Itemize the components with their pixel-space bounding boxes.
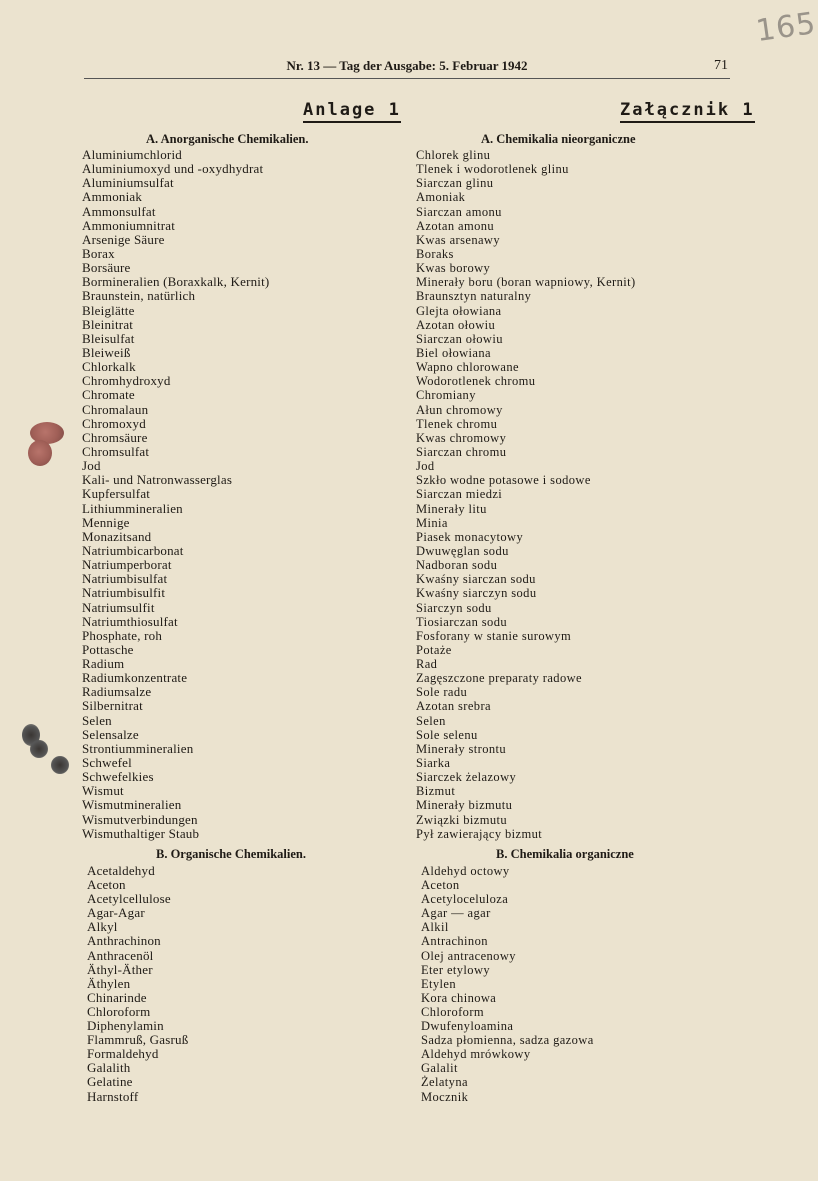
- chemical-name-german: Ammonsulfat: [82, 203, 156, 219]
- chemical-name-german: Ammoniak: [82, 189, 143, 205]
- chemical-name-polish: Pył zawierający bizmut: [416, 826, 543, 841]
- chemical-name-german: Galalith: [87, 1060, 131, 1076]
- chemical-name-polish: Kora chinowa: [421, 990, 497, 1005]
- chemical-name-polish: Dwufenyloamina: [421, 1019, 514, 1034]
- section-b-german-list: [87, 864, 188, 1104]
- chemical-name-german: Acetylcellulose: [87, 891, 171, 907]
- ink-stain: [30, 740, 48, 758]
- chemical-name-polish: Związki bizmutu: [416, 812, 508, 827]
- ink-stain: [51, 756, 69, 774]
- annex-title-german: Anlage 1: [303, 100, 401, 123]
- chemical-name-polish: Kwaśny siarczan sodu: [416, 572, 536, 587]
- chemical-name-german: Chinarinde: [87, 989, 147, 1005]
- chemical-name-german: Radiumkonzentrate: [82, 670, 188, 686]
- chemical-name-polish: Aldehyd octowy: [421, 864, 510, 878]
- chemical-name-polish: Boraks: [416, 246, 454, 261]
- chemical-name-polish: Kwaśny siarczyn sodu: [416, 586, 537, 601]
- section-b-heading-german: B. Organische Chemikalien.: [156, 847, 307, 861]
- chemical-name-german: Chromhydroxyd: [82, 373, 171, 389]
- chemical-name-polish: Minerały strontu: [416, 741, 507, 756]
- chemical-name-polish: Azotan amonu: [416, 218, 495, 233]
- chemical-name-polish: Siarka: [416, 756, 451, 771]
- chemical-name-polish: Rad: [416, 657, 438, 672]
- chemical-name-german: Harnstoff: [87, 1088, 139, 1104]
- chemical-name-polish: Zagęszczone preparaty radowe: [416, 671, 582, 686]
- section-a-heading-polish: A. Chemikalia nieorganiczne: [481, 132, 636, 146]
- chemical-name-polish: Sole selenu: [416, 727, 478, 742]
- chemical-name-german: Bleinitrat: [82, 316, 134, 332]
- chemical-name-german: Aluminiumsulfat: [82, 175, 174, 191]
- chemical-name-german: Jod: [82, 458, 101, 474]
- chemical-name-polish: Szkło wodne potasowe i sodowe: [416, 473, 591, 488]
- chemical-name-german: Wismutverbindungen: [82, 811, 198, 827]
- chemical-name-polish: Siarczan chromu: [416, 444, 507, 459]
- chemical-name-german: Chromsulfat: [82, 443, 150, 459]
- chemical-name-polish: Tlenek i wodorotlenek glinu: [416, 162, 569, 177]
- chemical-name-polish: Azotan ołowiu: [416, 317, 496, 332]
- chemical-name-polish: Siarczan glinu: [416, 176, 494, 191]
- chemical-name-german: Aluminiumoxyd und -oxydhydrat: [82, 161, 264, 177]
- page-number: 71: [714, 58, 728, 73]
- chemical-name-polish: Aldehyd mrówkowy: [421, 1047, 531, 1062]
- chemical-name-german: Radiumsalze: [82, 684, 152, 700]
- chemical-name-german: Bormineralien (Boraxkalk, Kernit): [82, 274, 270, 290]
- chemical-name-polish: Chromiany: [416, 388, 476, 403]
- chemical-name-polish: Siarczan amonu: [416, 204, 502, 219]
- chemical-name-polish: Siarczan ołowiu: [416, 331, 503, 346]
- chemical-name-polish: Fosforany w stanie surowym: [416, 628, 572, 643]
- section-a-heading-german: A. Anorganische Chemikalien.: [146, 132, 309, 146]
- chemical-name-german: Chromalaun: [82, 401, 149, 417]
- chemical-name-polish: Etylen: [421, 976, 457, 991]
- chemical-name-german: Natriumsulfit: [82, 599, 155, 615]
- chemical-name-german: Braunstein, natürlich: [82, 288, 196, 304]
- chemical-name-polish: Alkil: [421, 920, 449, 935]
- chemical-name-german: Kupfersulfat: [82, 486, 151, 502]
- chemical-name-german: Bleiglätte: [82, 302, 135, 318]
- chemical-name-polish: Mocznik: [421, 1089, 469, 1104]
- chemical-name-german: Natriumbisulfat: [82, 571, 168, 587]
- chemical-name-german: Anthrachinon: [87, 933, 161, 949]
- chemical-name-german: Radium: [82, 656, 125, 672]
- chemical-name-polish: Piasek monacytowy: [416, 529, 524, 544]
- chemical-name-polish: Azotan srebra: [416, 699, 491, 714]
- chemical-name-polish: Aceton: [421, 878, 460, 893]
- chemical-name-polish: Potaże: [416, 642, 452, 657]
- chemical-name-german: Borax: [82, 245, 115, 261]
- chemical-name-polish: Kwas chromowy: [416, 430, 507, 445]
- chemical-name-polish: Chlorek glinu: [416, 148, 491, 162]
- chemical-name-polish: Siarczek żelazowy: [416, 770, 517, 785]
- chemical-name-german: Agar-Agar: [87, 905, 145, 921]
- chemical-name-polish: Jod: [416, 459, 435, 474]
- punch-hole: [28, 440, 52, 466]
- chemical-name-polish: Tlenek chromu: [416, 416, 498, 431]
- chemical-name-german: Ammoniumnitrat: [82, 217, 176, 233]
- header-title: Nr. 13 — Tag der Ausgabe: 5. Februar 1942: [286, 58, 528, 73]
- chemical-name-german: Arsenige Säure: [82, 231, 165, 247]
- chemical-name-german: Wismut: [82, 783, 124, 799]
- chemical-name-polish: Siarczyn sodu: [416, 600, 492, 615]
- chemical-name-german: Strontiummineralien: [82, 740, 194, 756]
- chemical-name-german: Selen: [82, 712, 112, 728]
- chemical-name-german: Gelatine: [87, 1074, 133, 1090]
- chemical-name-polish: Minerały litu: [416, 501, 487, 516]
- annex-title-polish: Załącznik 1: [620, 100, 755, 123]
- section-b-polish-list: [421, 864, 594, 1104]
- chemical-name-polish: Biel ołowiana: [416, 345, 491, 360]
- chemical-name-german: Lithiummineralien: [82, 500, 183, 516]
- chemical-name-polish: Acetyloceluloza: [421, 892, 509, 907]
- chemical-name-german: Chromoxyd: [82, 415, 146, 431]
- chemical-name-polish: Kwas arsenawy: [416, 232, 500, 247]
- chemical-name-polish: Siarczan miedzi: [416, 487, 503, 502]
- chemical-name-german: Chlorkalk: [82, 359, 136, 375]
- chemical-name-german: Schwefelkies: [82, 769, 154, 785]
- chemical-name-german: Mennige: [82, 514, 130, 530]
- chemical-name-polish: Nadboran sodu: [416, 558, 498, 573]
- chemical-name-german: Äthyl-Äther: [87, 961, 153, 977]
- chemical-name-polish: Wodorotlenek chromu: [416, 374, 536, 389]
- chemical-name-german: Kali- und Natronwasserglas: [82, 472, 233, 488]
- chemical-name-german: Chromate: [82, 387, 135, 403]
- chemical-name-german: Natriumperborat: [82, 557, 172, 573]
- chemical-name-german: Wismutmineralien: [82, 797, 182, 813]
- chemical-name-german: Acetaldehyd: [87, 863, 155, 878]
- chemical-name-polish: Agar — agar: [421, 906, 491, 921]
- chemical-name-german: Aluminiumchlorid: [82, 147, 182, 162]
- page-header: [84, 58, 730, 79]
- chemical-name-german: Bleiweiß: [82, 344, 131, 360]
- chemical-name-polish: Sole radu: [416, 685, 468, 700]
- chemical-name-german: Chromsäure: [82, 429, 148, 445]
- chemical-name-polish: Minerały bizmutu: [416, 798, 513, 813]
- chemical-name-polish: Chloroform: [421, 1004, 485, 1019]
- section-b-heading-polish: B. Chemikalia organiczne: [496, 847, 634, 861]
- chemical-name-german: Natriumbisulfit: [82, 585, 166, 601]
- chemical-name-polish: Eter etylowy: [421, 962, 491, 977]
- chemical-name-german: Chloroform: [87, 1003, 151, 1019]
- chemical-name-german: Bleisulfat: [82, 330, 135, 346]
- pencil-mark: 165: [753, 5, 818, 50]
- chemical-name-german: Monazitsand: [82, 528, 152, 544]
- chemical-name-german: Borsäure: [82, 260, 131, 276]
- chemical-name-polish: Kwas borowy: [416, 261, 491, 276]
- chemical-name-polish: Wapno chlorowane: [416, 360, 519, 375]
- chemical-name-german: Formaldehyd: [87, 1046, 159, 1062]
- chemical-name-polish: Braunsztyn naturalny: [416, 289, 532, 304]
- chemical-name-german: Wismuthaltiger Staub: [82, 825, 200, 841]
- chemical-name-german: Flammruß, Gasruß: [87, 1032, 189, 1048]
- chemical-name-polish: Bizmut: [416, 784, 456, 799]
- section-a-german-list: [82, 148, 269, 841]
- chemical-name-polish: Amoniak: [416, 190, 466, 205]
- chemical-name-polish: Żelatyna: [421, 1075, 468, 1090]
- chemical-name-german: Natriumthiosulfat: [82, 613, 178, 629]
- chemical-name-polish: Sadza płomienna, sadza gazowa: [421, 1033, 594, 1048]
- chemical-name-german: Anthracenöl: [87, 947, 154, 963]
- chemical-name-german: Phosphate, roh: [82, 627, 163, 643]
- chemical-name-polish: Minerały boru (boran wapniowy, Kernit): [416, 275, 636, 290]
- chemical-name-polish: Tiosiarczan sodu: [416, 614, 508, 629]
- chemical-name-german: Schwefel: [82, 755, 132, 771]
- chemical-name-polish: Antrachinon: [421, 934, 488, 949]
- chemical-name-polish: Ałun chromowy: [416, 402, 503, 417]
- chemical-name-german: Pottasche: [82, 641, 134, 657]
- chemical-name-polish: Olej antracenowy: [421, 948, 516, 963]
- chemical-name-german: Aceton: [87, 877, 126, 893]
- chemical-name-polish: Selen: [416, 713, 446, 728]
- chemical-name-polish: Minia: [416, 515, 448, 530]
- chemical-name-polish: Glejta ołowiana: [416, 303, 502, 318]
- chemical-name-german: Diphenylamin: [87, 1018, 164, 1034]
- chemical-name-german: Silbernitrat: [82, 698, 143, 714]
- chemical-name-polish: Galalit: [421, 1061, 458, 1076]
- section-a-polish-list: [416, 148, 636, 841]
- chemical-name-german: Alkyl: [87, 919, 118, 935]
- chemical-name-german: Äthylen: [87, 975, 131, 991]
- chemical-name-german: Natriumbicarbonat: [82, 542, 184, 558]
- chemical-name-german: Selensalze: [82, 726, 139, 742]
- chemical-name-polish: Dwuwęglan sodu: [416, 543, 509, 558]
